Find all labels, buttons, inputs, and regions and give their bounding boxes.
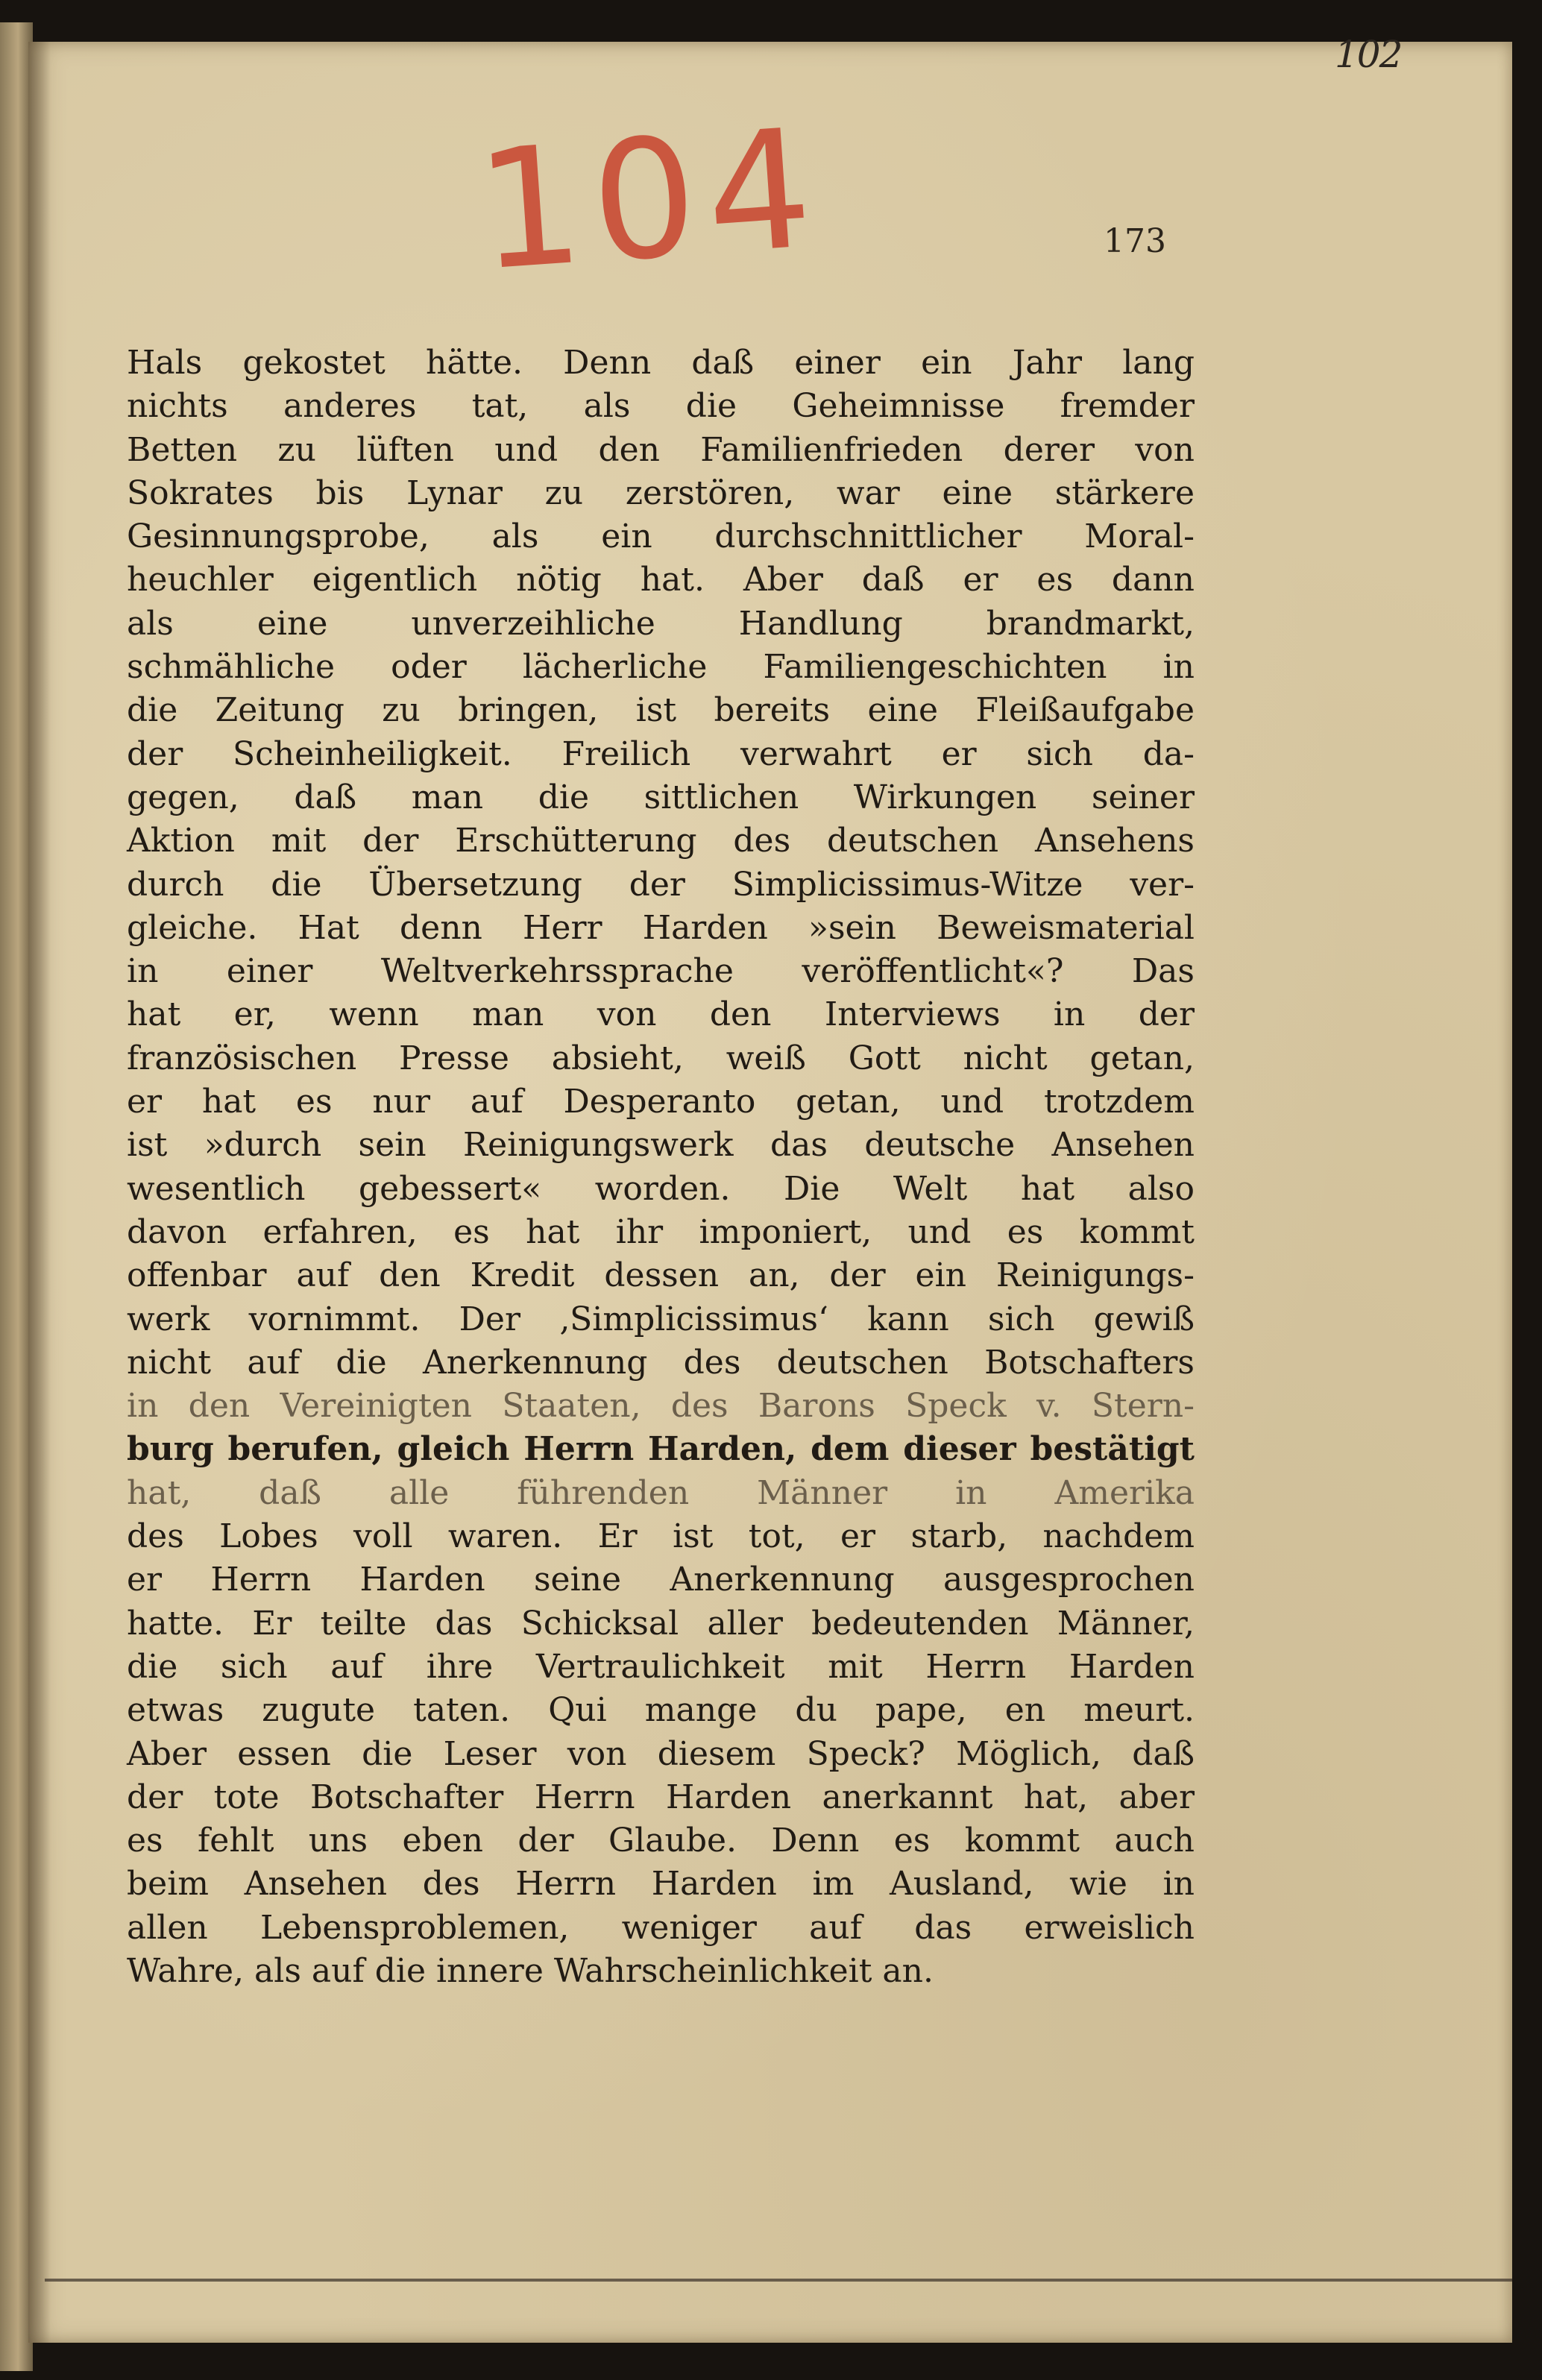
text-line: hatte. Er teilte das Schicksal aller bedeutenden Männer,	[127, 1604, 1195, 1643]
text-line: Aber essen die Leser von diesem Speck? Möglich, daß	[127, 1734, 1195, 1773]
text-line: Aktion mit der Erschütterung des deutschen Ansehens	[127, 822, 1195, 860]
text-line: etwas zugute taten. Qui mange du pape, en meurt.	[127, 1691, 1195, 1730]
text-line: des Lobes voll waren. Er ist tot, er starb, nachdem	[127, 1517, 1195, 1556]
text-line: gleiche. Hat denn Herr Harden »sein Beweismaterial	[127, 908, 1195, 947]
text-line: in den Vereinigten Staaten, des Barons Speck v. Stern-	[127, 1387, 1195, 1426]
text-line: Wahre, als auf die innere Wahrscheinlichkeit an.	[127, 1951, 934, 1990]
text-line: Gesinnungsprobe, als ein durchschnittlicher Moral-	[127, 517, 1195, 556]
text-line: Betten zu lüften und den Familienfrieden derer von	[127, 430, 1195, 469]
text-line: offenbar auf den Kredit dessen an, der ein Reinigungs-	[127, 1256, 1195, 1295]
pencil-folio-number: 102	[1335, 33, 1402, 76]
text-line: hat er, wenn man von den Interviews in der	[127, 995, 1195, 1034]
text-line: allen Lebensproblemen, weniger auf das erweislich	[127, 1908, 1195, 1947]
text-line: schmähliche oder lächerliche Familiengeschichten in	[127, 648, 1195, 687]
text-line: nichts anderes tat, als die Geheimnisse fremder	[127, 387, 1195, 426]
text-line: werk vornimmt. Der ‚Simplicissimus‘ kann sich gewiß	[127, 1300, 1195, 1338]
text-line: hat, daß alle führenden Männer in Amerika	[127, 1473, 1195, 1512]
text-line: die sich auf ihre Vertraulichkeit mit Herrn Harden	[127, 1647, 1195, 1686]
text-line: Sokrates bis Lynar zu zerstören, war eine stärkere	[127, 473, 1195, 512]
text-line: französischen Presse absieht, weiß Gott nicht getan,	[127, 1039, 1195, 1077]
text-line: nicht auf die Anerkennung des deutschen Botschafters	[127, 1343, 1195, 1382]
text-line: als eine unverzeihliche Handlung brandmarkt,	[127, 604, 1195, 643]
text-line: davon erfahren, es hat ihr imponiert, und es kommt	[127, 1212, 1195, 1251]
text-line: Hals gekostet hätte. Denn daß einer ein Jahr lang	[127, 344, 1195, 382]
text-line: heuchler eigentlich nötig hat. Aber daß er es dann	[127, 561, 1195, 599]
page-bottom-edge	[45, 2279, 1512, 2282]
text-line: wesentlich gebessert« worden. Die Welt hat also	[127, 1169, 1195, 1208]
text-line: er Herrn Harden seine Anerkennung ausgesprochen	[127, 1561, 1195, 1599]
text-line: in einer Weltverkehrssprache veröffentlicht«? Das	[127, 952, 1195, 991]
red-stamp-folio-number: 104	[471, 92, 828, 307]
text-line: durch die Übersetzung der Simplicissimus-Witze ver-	[127, 865, 1195, 904]
body-text	[127, 341, 1195, 1993]
page-number: 173	[1104, 222, 1166, 260]
spine-shadow	[28, 42, 51, 2343]
text-line: burg berufen, gleich Herrn Harden, dem dieser bestätigt	[127, 1430, 1195, 1469]
text-line: er hat es nur auf Desperanto getan, und trotzdem	[127, 1083, 1195, 1121]
text-line: die Zeitung zu bringen, ist bereits eine Fleißaufgabe	[127, 691, 1195, 730]
text-line: beim Ansehen des Herrn Harden im Ausland, wie in	[127, 1865, 1195, 1904]
text-line: es fehlt uns eben der Glaube. Denn es kommt auch	[127, 1822, 1195, 1860]
text-line: gegen, daß man die sittlichen Wirkungen seiner	[127, 778, 1195, 816]
text-line: der Scheinheiligkeit. Freilich verwahrt er sich da-	[127, 734, 1195, 773]
text-line: ist »durch sein Reinigungswerk das deutsche Ansehen	[127, 1126, 1195, 1165]
text-line: der tote Botschafter Herrn Harden anerkannt hat, aber	[127, 1778, 1195, 1816]
